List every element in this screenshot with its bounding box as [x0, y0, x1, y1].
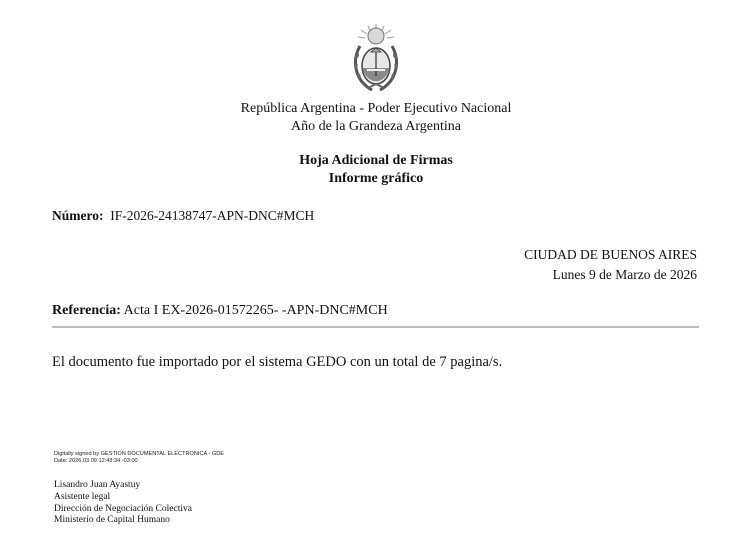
date: Lunes 9 de Marzo de 2026 — [552, 267, 697, 282]
signer-ministry: Ministerio de Capital Humano — [54, 515, 170, 526]
document-subtitle: Informe gráfico — [328, 171, 424, 186]
header-line-2: Año de la Grandeza Argentina — [290, 119, 461, 134]
signer-name: Lisandro Juan Ayastuy — [54, 480, 141, 490]
signer-block — [54, 480, 192, 527]
reference-label: Referencia: — [52, 303, 121, 318]
argentina-coat-of-arms-icon — [350, 24, 402, 94]
document-number — [52, 208, 314, 224]
document-title: Hoja Adicional de Firmas — [299, 153, 453, 168]
header-line-1: República Argentina - Poder Ejecutivo Nacional — [240, 101, 512, 116]
signer-unit: Dirección de Negociación Colectiva — [54, 503, 192, 514]
divider — [52, 326, 699, 328]
reference — [52, 303, 388, 319]
city: CIUDAD DE BUENOS AIRES — [524, 247, 697, 262]
digital-signature-stamp — [54, 451, 224, 464]
digital-signature-line-1: Digitally signed by GESTION DOCUMENTAL ELECTRONICA - GDE — [54, 451, 225, 457]
body-text: El documento fue importado por el sistema GEDO con un total de 7 pagina/s. — [52, 354, 503, 370]
signer-role: Asistente legal — [54, 491, 111, 502]
document-number-value: IF-2026-24138747-APN-DNC#MCH — [110, 208, 315, 223]
document-number-label: Número: — [52, 208, 104, 223]
digital-signature-date: Date: 2026.03.09 12:43:34 -03:00 — [54, 457, 138, 464]
reference-value: Acta I EX-2026-01572265- -APN-DNC#MCH — [123, 303, 388, 318]
